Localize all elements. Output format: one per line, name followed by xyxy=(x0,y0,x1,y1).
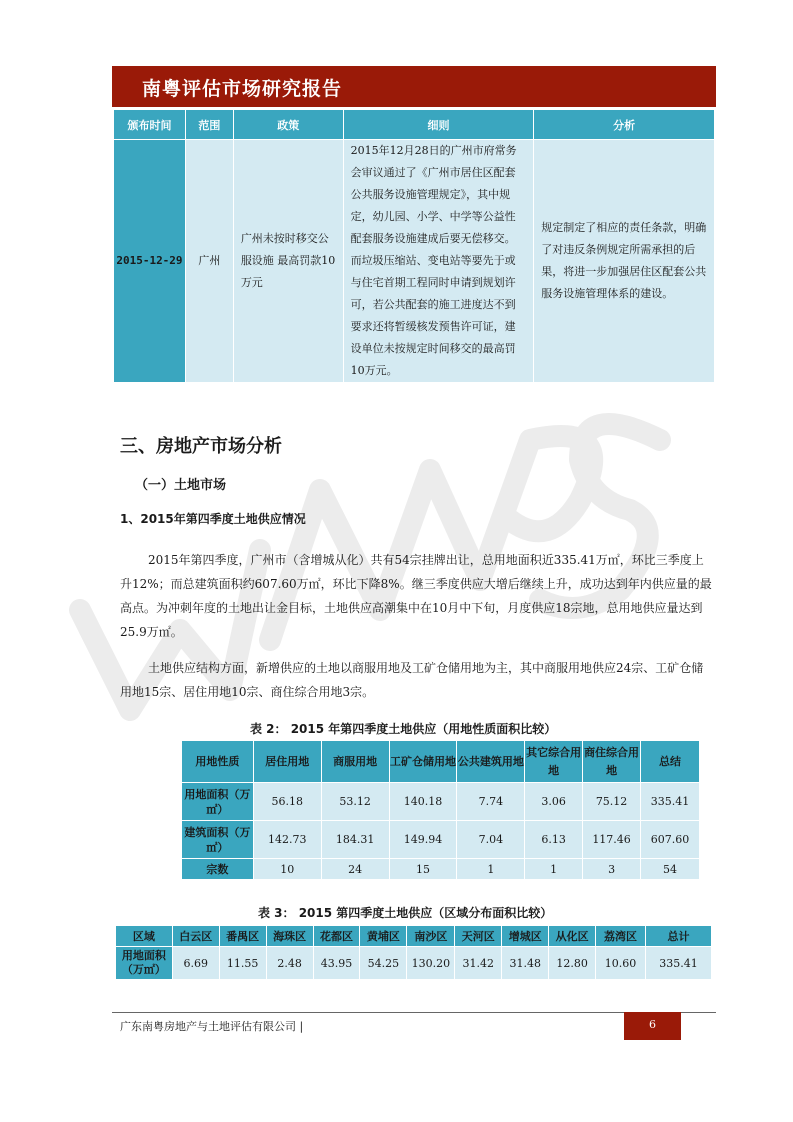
table-row xyxy=(116,947,712,980)
policy-header-policy: 政策 xyxy=(233,110,343,140)
table3-caption: 表 3： 2015 第四季度土地供应（区域分布面积比较） xyxy=(258,906,553,920)
table-cell: 607.60 xyxy=(641,821,700,859)
table-cell: 184.31 xyxy=(321,821,389,859)
table2-col: 总结 xyxy=(641,741,700,783)
table-cell: 1 xyxy=(525,859,583,880)
table-cell: 75.12 xyxy=(583,783,641,821)
table-cell: 117.46 xyxy=(583,821,641,859)
policy-header-detail: 细则 xyxy=(343,110,534,140)
table3-col: 增城区 xyxy=(502,926,549,947)
table-cell: 3 xyxy=(583,859,641,880)
table3-col: 黄埔区 xyxy=(360,926,407,947)
table-cell: 10.60 xyxy=(596,947,646,980)
table2-col: 公共建筑用地 xyxy=(457,741,525,783)
table-cell: 335.41 xyxy=(646,947,712,980)
table-cell: 149.94 xyxy=(389,821,457,859)
table2-header xyxy=(182,741,700,783)
header-banner xyxy=(112,66,716,107)
land-use-table xyxy=(181,740,700,880)
table3-col: 花都区 xyxy=(313,926,360,947)
table-cell: 31.48 xyxy=(502,947,549,980)
table-cell: 10 xyxy=(253,859,321,880)
table3-col: 白云区 xyxy=(172,926,219,947)
table-cell: 140.18 xyxy=(389,783,457,821)
policy-header-date: 颁布时间 xyxy=(114,110,186,140)
section-heading: 三、房地产市场分析 xyxy=(120,436,282,457)
table-row xyxy=(114,140,715,383)
table3-col: 天河区 xyxy=(455,926,502,947)
table2-col: 工矿仓储用地 xyxy=(389,741,457,783)
table3-corner: 区域 xyxy=(116,926,173,947)
row-label: 用地面积（万㎡） xyxy=(182,783,254,821)
table-cell: 7.74 xyxy=(457,783,525,821)
table-cell: 7.04 xyxy=(457,821,525,859)
policy-scope: 广州 xyxy=(185,140,233,383)
table-cell: 12.80 xyxy=(549,947,596,980)
row-label: 用地面积（万㎡） xyxy=(116,947,173,980)
table3-col: 番禺区 xyxy=(219,926,266,947)
table2-caption: 表 2： 2015 年第四季度土地供应（用地性质面积比较） xyxy=(250,722,557,736)
table2-corner: 用地性质 xyxy=(182,741,254,783)
paragraph-supply: 2015年第四季度，广州市（含增城从化）共有54宗挂牌出让，总用地面积近335.41万㎡，环比三季度上升12%；而总建筑面积约607.60万㎡，环比下降8%。继三季度供应大增后继续上升，成功达到年内供应量的最高点。为冲刺年度的土地出让金目标，土地供应高潮集中在10月中下旬，月度供应18宗地，总用地供应量达到25.9万㎡。 xyxy=(120,553,712,639)
table-cell: 54.25 xyxy=(360,947,407,980)
policy-header-scope: 范围 xyxy=(185,110,233,140)
policy-table xyxy=(113,109,715,383)
page-number-box xyxy=(624,1012,681,1040)
table-cell: 11.55 xyxy=(219,947,266,980)
policy-detail: 2015年12月28日的广州市府常务会审议通过了《广州市居住区配套公共服务设施管理规定》，其中规定，幼儿园、小学、中学等公益性配套服务设施建成后要无偿移交。而垃圾压缩站、变电站等要先于或与住宅首期工程同时申请到规划许可，若公共配套的施工进度达不到要求还将暂缓核发预售许可证，建设单位未按规定时间移交的最高罚10万元。 xyxy=(343,140,534,383)
table-cell: 130.20 xyxy=(407,947,455,980)
policy-summary: 广州未按时移交公服设施 最高罚款10万元 xyxy=(233,140,343,383)
table-row xyxy=(182,859,700,880)
table3-col: 南沙区 xyxy=(407,926,455,947)
item-heading: 1、2015年第四季度土地供应情况 xyxy=(120,512,306,526)
subsection-heading: （一）土地市场 xyxy=(135,478,227,493)
table-cell: 31.42 xyxy=(455,947,502,980)
table-cell: 2.48 xyxy=(266,947,313,980)
table2-col: 居住用地 xyxy=(253,741,321,783)
table2-col: 商服用地 xyxy=(321,741,389,783)
table-cell: 6.13 xyxy=(525,821,583,859)
table-row xyxy=(182,783,700,821)
table-cell: 142.73 xyxy=(253,821,321,859)
paragraph-structure: 土地供应结构方面，新增供应的土地以商服用地及工矿仓储用地为主，其中商服用地供应24宗、工矿仓储用地15宗、居住用地10宗、商住综合用地3宗。 xyxy=(120,661,704,699)
page-number: 6 xyxy=(649,1018,656,1031)
table-row xyxy=(182,821,700,859)
table-cell: 15 xyxy=(389,859,457,880)
district-table xyxy=(115,925,712,980)
table3-col: 从化区 xyxy=(549,926,596,947)
table-cell: 54 xyxy=(641,859,700,880)
table2-col: 其它综合用地 xyxy=(525,741,583,783)
table3-col: 荔湾区 xyxy=(596,926,646,947)
policy-analysis: 规定制定了相应的责任条款，明确了对违反条例规定所需承担的后果，将进一步加强居住区配套公共服务设施管理体系的建设。 xyxy=(534,140,715,383)
table-cell: 6.69 xyxy=(172,947,219,980)
table2-col: 商住综合用地 xyxy=(583,741,641,783)
row-label: 建筑面积（万㎡） xyxy=(182,821,254,859)
table3-col: 海珠区 xyxy=(266,926,313,947)
table-cell: 335.41 xyxy=(641,783,700,821)
table3-header xyxy=(116,926,712,947)
table3-col: 总计 xyxy=(646,926,712,947)
report-title: 南粤评估市场研究报告 xyxy=(142,78,343,100)
policy-table-header xyxy=(114,110,715,140)
table-cell: 43.95 xyxy=(313,947,360,980)
table-cell: 53.12 xyxy=(321,783,389,821)
row-label: 宗数 xyxy=(182,859,254,880)
table-cell: 56.18 xyxy=(253,783,321,821)
footer-company: 广东南粤房地产与土地评估有限公司 | xyxy=(120,1020,304,1033)
policy-header-analysis: 分析 xyxy=(534,110,715,140)
table-cell: 1 xyxy=(457,859,525,880)
table-cell: 3.06 xyxy=(525,783,583,821)
policy-date: 2015-12-29 xyxy=(114,140,186,383)
table-cell: 24 xyxy=(321,859,389,880)
